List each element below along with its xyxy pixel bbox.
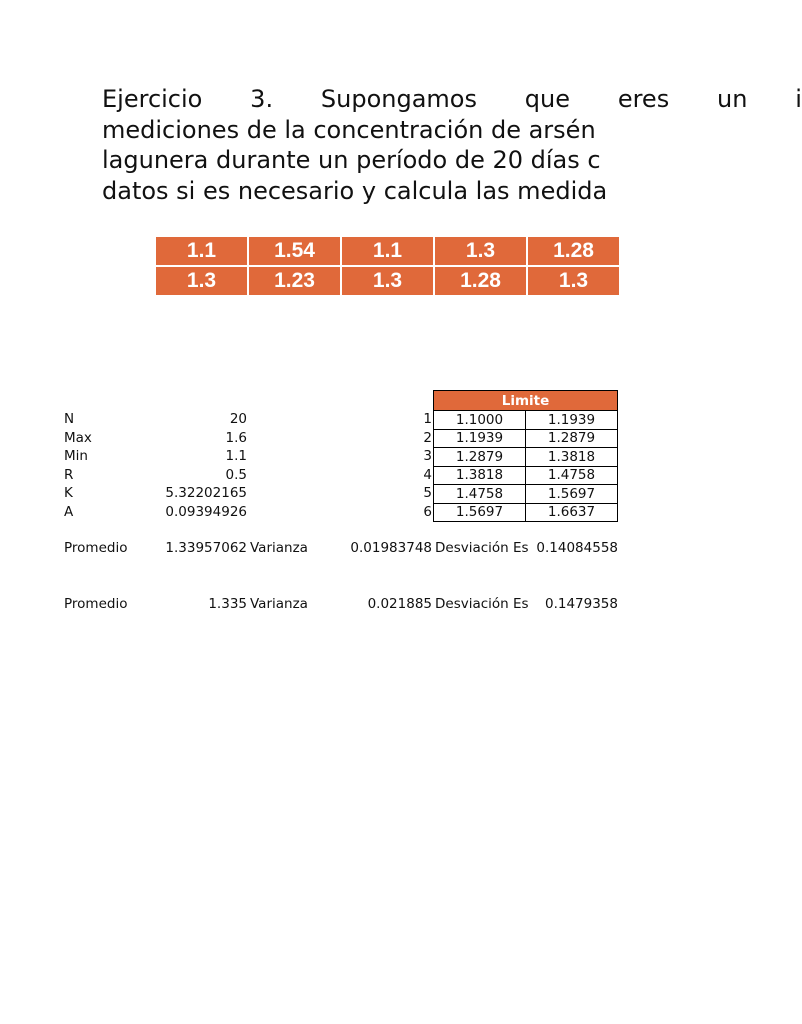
word: que <box>524 85 571 113</box>
word: eres <box>617 85 670 113</box>
limits-row <box>434 411 618 430</box>
stat-label-a: A <box>64 503 74 520</box>
limits-row <box>434 466 618 485</box>
statement-line-4: datos si es necesario y calcula las medida <box>102 176 608 205</box>
class-index: 5 <box>423 485 432 501</box>
promedio-value[interactable]: 1.33957062 <box>165 540 247 556</box>
limit-low-cell[interactable]: 1.2879 <box>434 448 526 467</box>
desviacion-label: Desviación Es <box>435 540 529 556</box>
measurement-cell[interactable]: 1.1 <box>156 237 247 265</box>
statement-line-1 <box>102 84 802 115</box>
limit-high-cell[interactable]: 1.4758 <box>526 466 618 485</box>
class-index: 6 <box>423 503 432 520</box>
limits-row <box>434 448 618 467</box>
promedio-value[interactable]: 1.335 <box>208 596 247 612</box>
exercise-statement <box>102 84 802 206</box>
stat-value-r[interactable]: 0.5 <box>225 466 247 483</box>
measurements-table <box>156 237 621 297</box>
varianza-value[interactable]: 0.021885 <box>367 596 432 612</box>
word: 3. <box>250 85 274 113</box>
limit-high-cell[interactable]: 1.5697 <box>526 485 618 504</box>
stat-value-k[interactable]: 5.32202165 <box>165 485 247 501</box>
measurement-cell[interactable]: 1.28 <box>435 267 526 295</box>
promedio-label: Promedio <box>64 596 128 612</box>
stat-label-min: Min <box>64 448 88 464</box>
word: Ejercicio <box>102 85 203 113</box>
class-index: 3 <box>423 448 432 464</box>
limits-row <box>434 503 618 522</box>
class-index: 2 <box>423 429 432 446</box>
measurement-cell[interactable]: 1.3 <box>528 267 619 295</box>
desviacion-value[interactable]: 0.1479358 <box>544 596 618 612</box>
measurement-cell[interactable]: 1.28 <box>528 237 619 265</box>
limits-header-row <box>434 391 618 411</box>
measurement-cell[interactable]: 1.3 <box>342 267 433 295</box>
desviacion-value[interactable]: 0.14084558 <box>536 540 618 556</box>
measurements-row <box>156 237 621 267</box>
statement-line-2: mediciones de la concentración de arsén <box>102 115 596 144</box>
desviacion-label: Desviación Es <box>435 596 529 612</box>
stat-value-min[interactable]: 1.1 <box>225 448 247 464</box>
measurement-cell[interactable]: 1.3 <box>156 267 247 295</box>
word: Supongamos <box>320 85 477 113</box>
stat-label-n: N <box>64 411 75 427</box>
stat-label-max: Max <box>64 429 92 446</box>
measurement-cell[interactable]: 1.3 <box>435 237 526 265</box>
statement-line-3: lagunera durante un período de 20 días c <box>102 146 601 174</box>
limits-header[interactable]: Limite <box>434 391 618 411</box>
stat-value-max[interactable]: 1.6 <box>225 429 247 446</box>
limit-high-cell[interactable]: 1.2879 <box>526 429 618 448</box>
measurement-cell[interactable]: 1.54 <box>249 237 340 265</box>
limit-low-cell[interactable]: 1.1000 <box>434 411 526 430</box>
stat-value-a[interactable]: 0.09394926 <box>165 503 247 520</box>
measurements-row <box>156 267 621 297</box>
measurement-cell[interactable]: 1.23 <box>249 267 340 295</box>
limits-row <box>434 485 618 504</box>
limit-low-cell[interactable]: 1.4758 <box>434 485 526 504</box>
promedio-label: Promedio <box>64 540 128 556</box>
measurement-cell[interactable]: 1.1 <box>342 237 433 265</box>
class-index: 1 <box>423 411 432 427</box>
limit-low-cell[interactable]: 1.3818 <box>434 466 526 485</box>
word: i <box>795 85 802 113</box>
limit-high-cell[interactable]: 1.3818 <box>526 448 618 467</box>
varianza-label: Varianza <box>250 596 308 612</box>
stat-label-r: R <box>64 466 74 483</box>
stat-label-k: K <box>64 485 73 501</box>
limit-low-cell[interactable]: 1.5697 <box>434 503 526 522</box>
stat-value-n[interactable]: 20 <box>229 411 247 427</box>
varianza-value[interactable]: 0.01983748 <box>350 540 432 556</box>
limits-table <box>433 390 618 522</box>
limits-row <box>434 429 618 448</box>
class-index: 4 <box>423 466 432 483</box>
varianza-label: Varianza <box>250 540 308 556</box>
word: un <box>717 85 748 113</box>
limit-high-cell[interactable]: 1.6637 <box>526 503 618 522</box>
limit-low-cell[interactable]: 1.1939 <box>434 429 526 448</box>
limit-high-cell[interactable]: 1.1939 <box>526 411 618 430</box>
